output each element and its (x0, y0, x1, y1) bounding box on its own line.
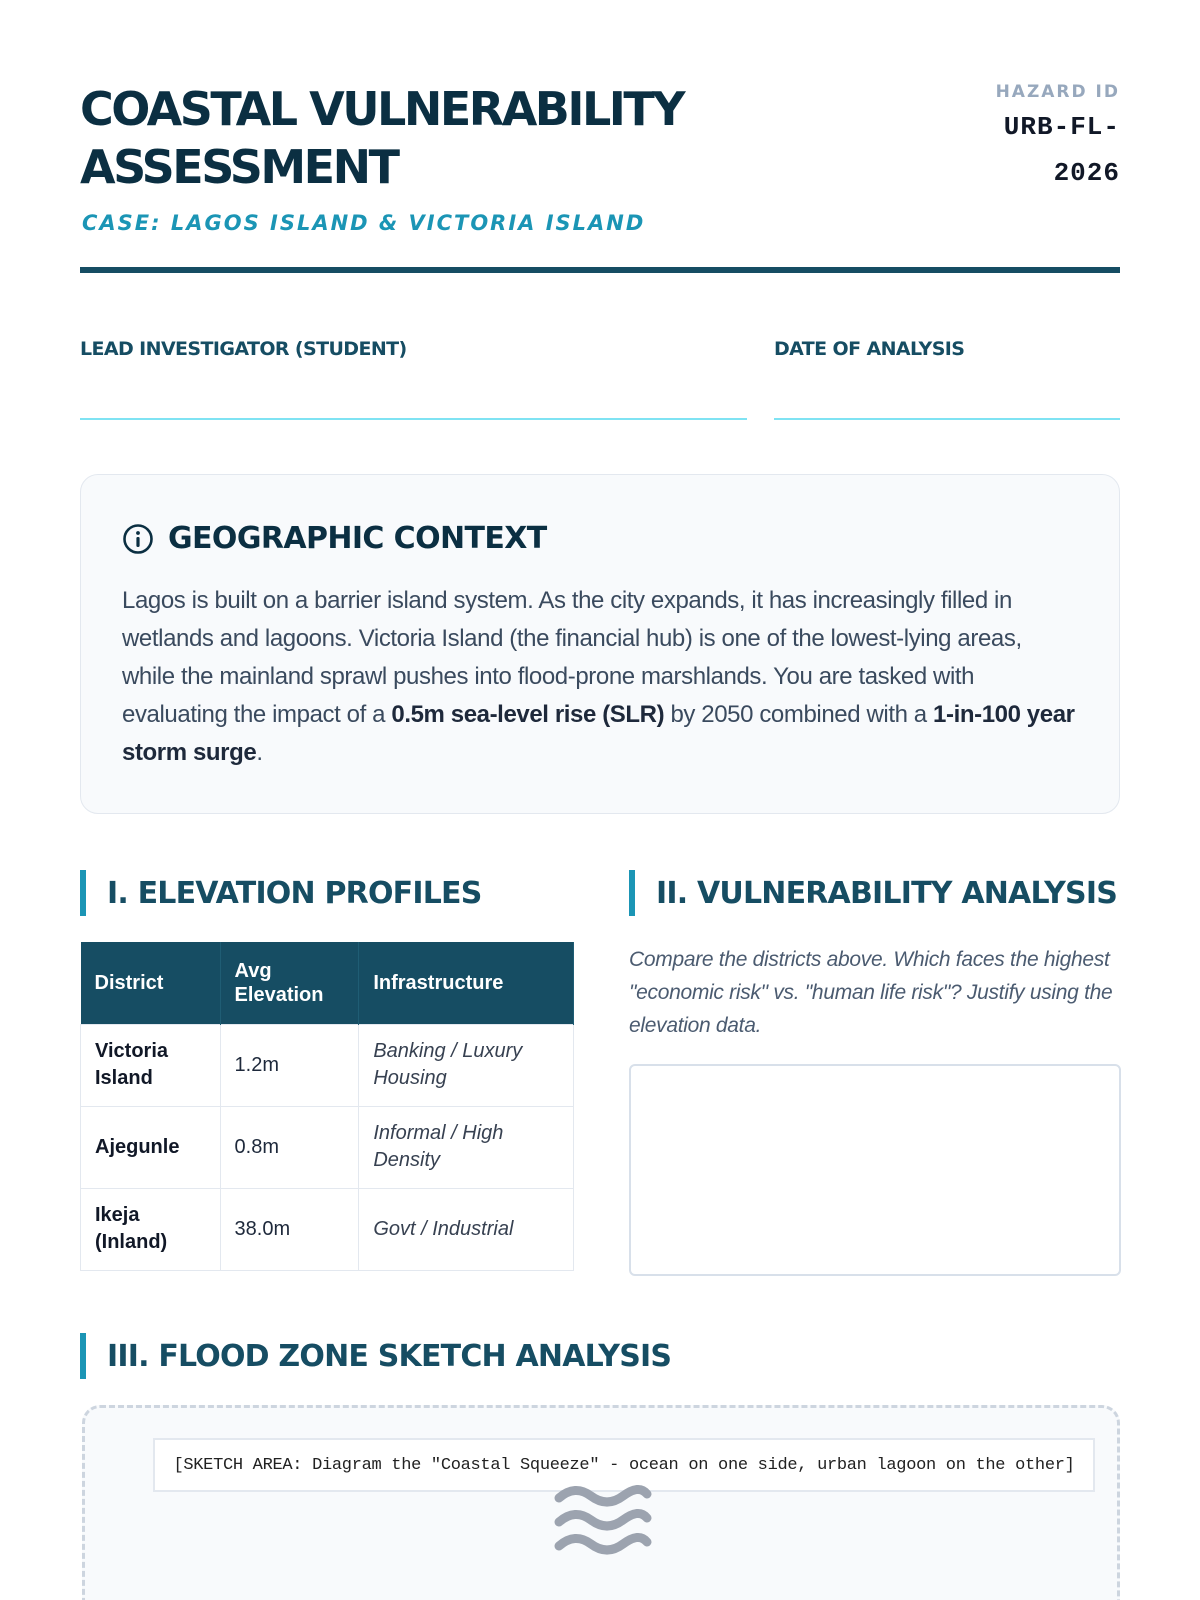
title-line-1: COASTAL VULNERABILITY (80, 82, 684, 136)
header-divider (80, 267, 1120, 273)
vulnerability-heading: II. VULNERABILITY ANALYSIS (656, 875, 1118, 911)
infrastructure-cell (359, 1106, 574, 1188)
column-header-elevation (220, 942, 359, 1024)
hazard-id-block (990, 82, 1120, 196)
hazard-id-value: URB-FL-2026 (1003, 112, 1120, 188)
context-heading: GEOGRAPHIC CONTEXT (168, 521, 547, 556)
infrastructure-cell: Govt / Industrial (359, 1188, 574, 1270)
infrastructure-text: Banking / Luxury Housing (373, 1040, 523, 1089)
context-text: by 2050 combined with a (664, 701, 934, 728)
context-text: Lagos is built on a barrier island system. As the city expands, it has increasingly filled in wetlands and lagoons. Victoria Island (the financial hub) is one of the lowest-lying areas, while the mainland sprawl pushes into flood-prone marshlands. You are tasked with evaluating the impact of a (122, 587, 1022, 728)
slr-highlight: 0.5m sea-level rise (SLR) (391, 701, 665, 728)
elevation-heading: I. ELEVATION PROFILES (107, 875, 482, 911)
context-text: . (256, 739, 263, 766)
case-subtitle: CASE: LAGOS ISLAND & VICTORIA ISLAND (82, 211, 646, 235)
investigator-input-line[interactable] (80, 418, 747, 420)
investigator-label: LEAD INVESTIGATOR (STUDENT) (80, 338, 407, 360)
table-row (81, 1188, 574, 1270)
column-header-infrastructure: Infrastructure (359, 942, 574, 1024)
date-input-line[interactable] (774, 418, 1120, 420)
date-label: DATE OF ANALYSIS (774, 338, 965, 360)
vulnerability-answer-input[interactable] (629, 1064, 1121, 1276)
hazard-id-label: HAZARD ID (995, 82, 1120, 102)
sketch-heading: III. FLOOD ZONE SKETCH ANALYSIS (107, 1338, 672, 1374)
date-field[interactable] (774, 338, 1120, 360)
section-accent-bar (629, 870, 635, 916)
table-header-row (81, 942, 574, 1024)
elevation-cell: 38.0m (220, 1188, 359, 1270)
vulnerability-prompt: Compare the districts above. Which faces the highest "economic risk" vs. "human life risk"? Justify using the elevation data. (629, 948, 1113, 1037)
district-cell: Ajegunle (81, 1106, 221, 1188)
investigator-field[interactable] (80, 338, 747, 360)
context-title-row (122, 521, 1079, 556)
table-row (81, 1106, 574, 1188)
district-name: Ikeja (Inland) (95, 1204, 168, 1253)
water-waves-icon (553, 1484, 653, 1556)
section-accent-bar (80, 870, 86, 916)
elevation-cell: 0.8m (220, 1106, 359, 1188)
infrastructure-text: Informal / High Density (373, 1122, 504, 1171)
storm-surge-highlight: 1-in-100 year storm surge (122, 701, 1075, 766)
sketch-section-heading (80, 1333, 671, 1379)
sketch-instructions: [SKETCH AREA: Diagram the "Coastal Squeeze" - ocean on one side, urban lagoon on the other] (153, 1438, 1095, 1492)
section-accent-bar (80, 1333, 86, 1379)
table-row (81, 1024, 574, 1106)
info-circle-icon (122, 523, 154, 555)
column-header-district: District (81, 942, 221, 1024)
geographic-context-box (80, 474, 1120, 814)
student-info-fields (80, 338, 1120, 423)
page-title (80, 80, 800, 196)
district-cell (81, 1024, 221, 1106)
elevation-table (80, 942, 574, 1271)
vulnerability-section-heading (629, 870, 1117, 916)
district-name: Victoria Island (95, 1040, 168, 1089)
worksheet-page (80, 0, 1120, 1475)
elevation-cell: 1.2m (220, 1024, 359, 1106)
context-body (122, 582, 1079, 772)
elevation-section-heading (80, 870, 482, 916)
infrastructure-cell (359, 1024, 574, 1106)
sketch-area[interactable] (82, 1405, 1120, 1600)
district-cell (81, 1188, 221, 1270)
page-header (80, 0, 1120, 275)
elevation-header-text: Avg Elevation (234, 959, 324, 1006)
title-line-2: ASSESSMENT (80, 140, 398, 194)
